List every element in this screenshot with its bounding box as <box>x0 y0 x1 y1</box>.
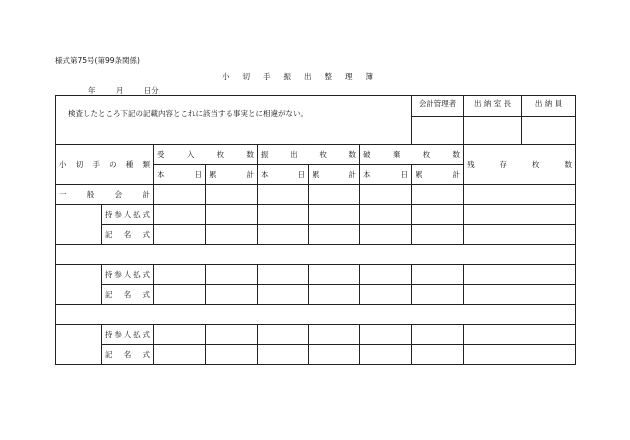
cell[interactable] <box>464 345 576 365</box>
received-today-header: 本 日 <box>154 165 206 185</box>
blank-row <box>56 245 576 265</box>
cell[interactable] <box>360 325 412 345</box>
cell[interactable] <box>154 225 206 245</box>
cell[interactable] <box>258 265 309 285</box>
named-check-label: 記 名 式 <box>102 345 154 365</box>
voided-header: 破 棄 枚 数 <box>360 145 464 165</box>
cell[interactable] <box>258 185 309 205</box>
group-header-row <box>56 145 576 165</box>
cell[interactable] <box>464 325 576 345</box>
cell[interactable] <box>258 285 309 305</box>
seal-box-cashier[interactable] <box>522 116 576 144</box>
seal-box-treasury-chief[interactable] <box>464 116 522 144</box>
seal-box-accounting-manager[interactable] <box>412 116 464 144</box>
issued-today-header: 本 日 <box>258 165 309 185</box>
balance-header: 残 存 枚 数 <box>464 145 576 185</box>
cell[interactable] <box>412 205 464 225</box>
named-row <box>56 285 576 305</box>
named-check-label: 記 名 式 <box>102 225 154 245</box>
cell[interactable] <box>206 285 258 305</box>
cell[interactable] <box>309 285 360 305</box>
kind-cell[interactable] <box>56 265 102 305</box>
year-label: 年 <box>88 86 96 95</box>
month-label: 月 <box>115 86 124 95</box>
cell[interactable] <box>154 345 206 365</box>
blank-cell[interactable] <box>56 245 576 265</box>
cell[interactable] <box>464 205 576 225</box>
cell[interactable] <box>206 325 258 345</box>
cell[interactable] <box>309 325 360 345</box>
cell[interactable] <box>309 225 360 245</box>
cell[interactable] <box>309 205 360 225</box>
certification-statement: 検査したところ下記の記載内容とこれに該当する事実とに相違がない。 <box>56 96 412 145</box>
cell[interactable] <box>206 265 258 285</box>
received-header: 受 入 枚 数 <box>154 145 258 165</box>
cell[interactable] <box>206 225 258 245</box>
cell[interactable] <box>412 345 464 365</box>
page-title: 小切手振出整理簿 <box>222 72 386 81</box>
cell[interactable] <box>412 285 464 305</box>
bearer-row <box>56 325 576 345</box>
date-line <box>88 86 177 95</box>
cell[interactable] <box>206 185 258 205</box>
cell[interactable] <box>360 345 412 365</box>
certification-head-row <box>56 96 576 117</box>
cell[interactable] <box>258 225 309 245</box>
cell[interactable] <box>464 285 576 305</box>
cell[interactable] <box>360 265 412 285</box>
cell[interactable] <box>258 205 309 225</box>
cell[interactable] <box>360 185 412 205</box>
blank-cell[interactable] <box>56 305 576 325</box>
cell[interactable] <box>154 185 206 205</box>
bearer-row <box>56 205 576 225</box>
named-row <box>56 225 576 245</box>
cell[interactable] <box>464 225 576 245</box>
cell[interactable] <box>309 345 360 365</box>
cell[interactable] <box>360 205 412 225</box>
bearer-check-label: 持参人払式 <box>102 265 154 285</box>
cell[interactable] <box>206 345 258 365</box>
cell[interactable] <box>154 325 206 345</box>
kind-header: 小 切 手 の 種 類 <box>56 145 154 185</box>
cell[interactable] <box>258 345 309 365</box>
cell[interactable] <box>464 265 576 285</box>
cell[interactable] <box>154 205 206 225</box>
bearer-check-label: 持参人払式 <box>102 325 154 345</box>
issued-header: 振 出 枚 数 <box>258 145 360 165</box>
cell[interactable] <box>360 225 412 245</box>
cell[interactable] <box>412 265 464 285</box>
cell[interactable] <box>154 285 206 305</box>
cell[interactable] <box>309 185 360 205</box>
cell[interactable] <box>464 185 576 205</box>
check-ledger-table <box>55 95 576 365</box>
cell[interactable] <box>206 205 258 225</box>
voided-today-header: 本 日 <box>360 165 412 185</box>
form-number: 様式第75号(第99条関係) <box>55 56 140 65</box>
cell[interactable] <box>412 225 464 245</box>
named-row <box>56 345 576 365</box>
cell[interactable] <box>258 325 309 345</box>
cell[interactable] <box>412 185 464 205</box>
received-total-header: 累 計 <box>206 165 258 185</box>
bearer-row <box>56 265 576 285</box>
blank-row <box>56 305 576 325</box>
day-label: 日分 <box>143 86 159 95</box>
bearer-check-label: 持参人払式 <box>102 205 154 225</box>
voided-total-header: 累 計 <box>412 165 464 185</box>
general-account-label: 一 般 会 計 <box>56 185 154 205</box>
kind-cell[interactable] <box>56 325 102 365</box>
seal-head-treasury-chief: 出 納 室 長 <box>464 96 522 117</box>
general-account-row <box>56 185 576 205</box>
cell[interactable] <box>360 285 412 305</box>
cell[interactable] <box>412 325 464 345</box>
cell[interactable] <box>154 265 206 285</box>
seal-head-cashier: 出 納 員 <box>522 96 576 117</box>
cell[interactable] <box>309 265 360 285</box>
named-check-label: 記 名 式 <box>102 285 154 305</box>
kind-cell[interactable] <box>56 205 102 245</box>
seal-head-accounting-manager: 会計管理者 <box>412 96 464 117</box>
issued-total-header: 累 計 <box>309 165 360 185</box>
